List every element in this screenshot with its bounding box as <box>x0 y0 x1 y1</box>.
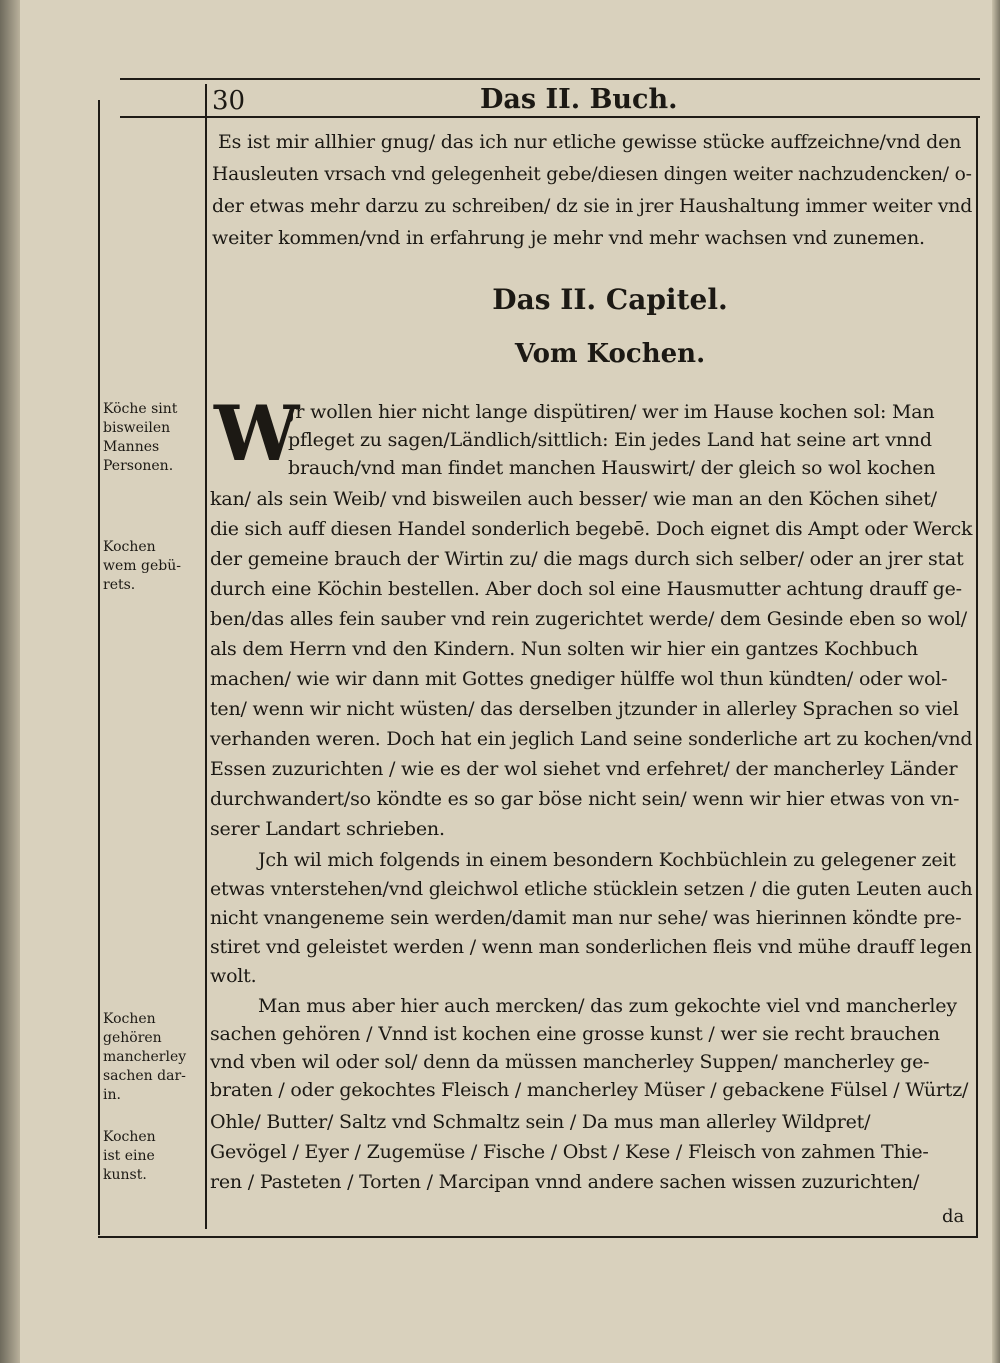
body-line: serer Landart schrieben. <box>210 818 445 840</box>
body-line: ten/ wenn wir nicht wüsten/ das derselben jtzunder in allerley Sprachen so viel <box>210 698 959 720</box>
body-line: brauch/vnd man findet manchen Hauswirt/ der gleich so wol kochen <box>288 457 936 479</box>
page-gutter-shadow <box>0 0 20 1363</box>
body-line: der gemeine brauch der Wirtin zu/ die mags durch sich selber/ oder an jrer stat <box>210 548 964 570</box>
chapter-subtitle: Vom Kochen. <box>514 339 706 369</box>
body-line: stiret vnd geleistet werden / wenn man sonderlichen fleis vnd mühe drauff legen <box>210 936 972 958</box>
marginal-note-line: rets. <box>103 577 136 593</box>
marginal-note-line: Kochen <box>103 1011 156 1027</box>
body-line: pfleget zu sagen/Ländlich/sittlich: Ein jedes Land hat seine art vnnd <box>288 429 932 451</box>
header-rule-top <box>120 78 980 80</box>
page-number: 30 <box>212 86 246 116</box>
body-line: braten / oder gekochtes Fleisch / mancherley Müser / gebackene Fülsel / Würtz/ <box>210 1079 969 1101</box>
body-line: kan/ als sein Weib/ vnd bisweilen auch besser/ wie man an den Köchen sihet/ <box>210 488 937 510</box>
marginal-note-line: Kochen <box>103 1129 156 1145</box>
body-line: nicht vnangeneme sein werden/damit man nur sehe/ was hierinnen köndte pre- <box>210 907 962 929</box>
footer-rule <box>98 1236 978 1238</box>
body-line: Essen zuzurichten / wie es der wol siehet vnd erfehret/ der mancherley Länder <box>210 758 958 780</box>
body-line: verhanden weren. Doch hat ein jeglich Land seine sonderliche art zu kochen/vnd <box>210 728 973 750</box>
body-line: wolt. <box>210 965 257 987</box>
body-line: durchwandert/so köndte es so gar böse nicht sein/ wenn wir hier etwas von vn- <box>210 788 960 810</box>
marginal-note-line: gehören <box>103 1030 162 1046</box>
text-rule-right <box>976 116 978 1236</box>
body-line: Jch wil mich folgends in einem besondern Kochbüchlein zu gelegener zeit <box>258 849 956 871</box>
marginal-note-line: ist eine <box>103 1148 155 1164</box>
body-line: Jr wollen hier nicht lange dispütiren/ wer im Hause kochen sol: Man <box>288 401 935 423</box>
body-line: machen/ wie wir dann mit Gottes gnediger hülffe wol thun kündten/ oder wol- <box>210 668 948 690</box>
drop-cap-initial: W <box>214 389 300 478</box>
marginal-note-line: Köche sint <box>103 401 178 417</box>
marginal-note-line: sachen dar- <box>103 1068 186 1084</box>
marginal-note <box>103 538 203 595</box>
marginal-note-line: Personen. <box>103 458 174 474</box>
body-line: vnd vben wil oder sol/ denn da müssen mancherley Suppen/ mancherley ge- <box>210 1051 930 1073</box>
chapter-title: Das II. Capitel. <box>492 283 728 316</box>
body-line: durch eine Köchin bestellen. Aber doch sol eine Hausmutter achtung drauff ge- <box>210 578 962 600</box>
marginal-note <box>103 1010 203 1105</box>
margin-rule-inner <box>205 84 207 1229</box>
marginal-note-line: in. <box>103 1087 121 1103</box>
header-rule-bottom <box>120 116 980 118</box>
intro-line: der etwas mehr darzu zu schreiben/ dz sie in jrer Haushaltung immer weiter vnd <box>212 195 973 217</box>
intro-line: Es ist mir allhier gnug/ das ich nur etliche gewisse stücke auffzeichne/vnd den <box>218 131 962 153</box>
marginal-note-line: bisweilen <box>103 420 171 436</box>
marginal-note <box>103 400 203 476</box>
body-line: die sich auff diesen Handel sonderlich begebē. Doch eignet dis Ampt oder Werck <box>210 518 973 540</box>
marginal-note-line: mancherley <box>103 1049 187 1065</box>
body-line: Gevögel / Eyer / Zugemüse / Fische / Obst / Kese / Fleisch von zahmen Thie- <box>210 1141 929 1163</box>
running-title: Das II. Buch. <box>480 84 678 115</box>
body-line: als dem Herrn vnd den Kindern. Nun solten wir hier ein gantzes Kochbuch <box>210 638 918 660</box>
marginal-note-line: Mannes <box>103 439 160 455</box>
margin-rule-outer <box>98 100 100 1235</box>
body-line: Man mus aber hier auch mercken/ das zum gekochte viel vnd mancherley <box>258 995 957 1017</box>
body-line: ren / Pasteten / Torten / Marcipan vnnd andere sachen wissen zuzurichten/ <box>210 1171 920 1193</box>
body-line: sachen gehören / Vnnd ist kochen eine grosse kunst / wer sie recht brauchen <box>210 1023 940 1045</box>
marginal-note-line: Kochen <box>103 539 156 555</box>
body-line: etwas vnterstehen/vnd gleichwol etliche stücklein setzen / die guten Leuten auch <box>210 878 973 900</box>
intro-line: Hausleuten vrsach vnd gelegenheit gebe/diesen dingen weiter nachzudencken/ o- <box>212 163 972 185</box>
page-fore-edge <box>992 0 1000 1363</box>
catchword: da <box>942 1206 965 1227</box>
marginal-note-line: kunst. <box>103 1167 147 1183</box>
body-line: Ohle/ Butter/ Saltz vnd Schmaltz sein / Da mus man allerley Wildpret/ <box>210 1111 871 1133</box>
marginal-note <box>103 1128 203 1185</box>
marginal-note-line: wem gebü- <box>103 558 181 574</box>
intro-line: weiter kommen/vnd in erfahrung je mehr vnd mehr wachsen vnd zunemen. <box>212 227 925 249</box>
body-line: ben/das alles fein sauber vnd rein zugerichtet werde/ dem Gesinde eben so wol/ <box>210 608 967 630</box>
